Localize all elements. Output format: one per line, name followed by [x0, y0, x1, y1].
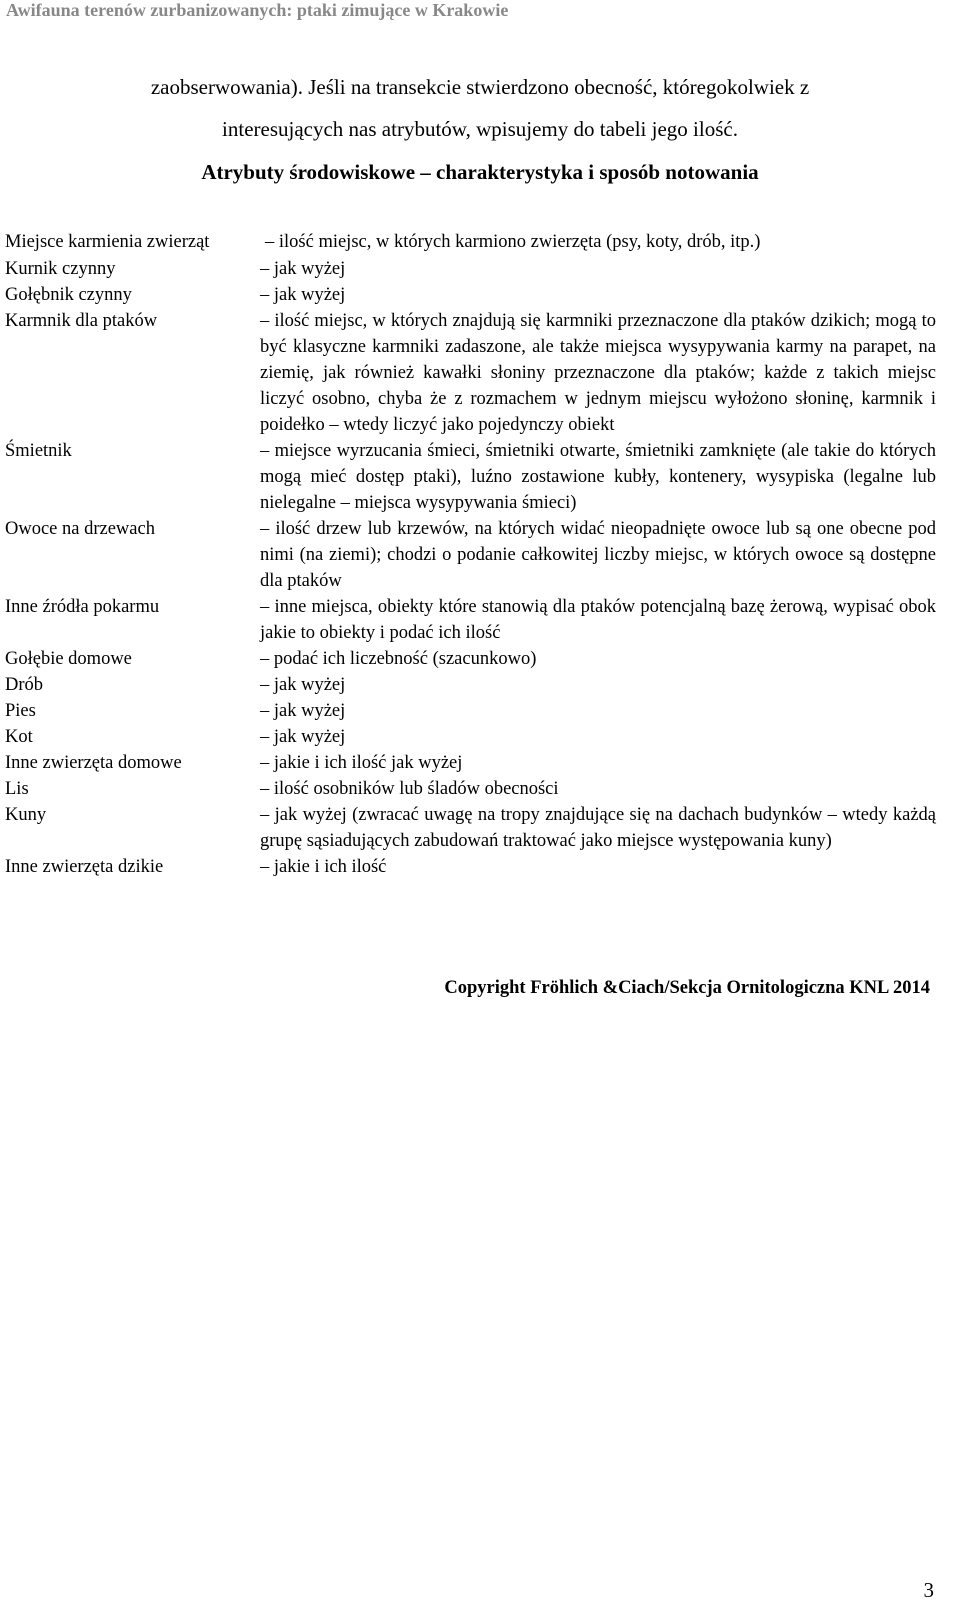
attribute-label: Inne źródła pokarmu	[5, 597, 160, 617]
attribute-label: Kot	[5, 727, 33, 747]
attribute-description: – ilość miejsc, w których karmiono zwierzęta (psy, koty, drób, itp.)	[265, 232, 761, 252]
attribute-description: – jak wyżej	[260, 727, 346, 747]
attribute-description: – jak wyżej	[260, 675, 346, 695]
attribute-label: Kuny	[5, 805, 47, 825]
attribute-description: – jakie i ich ilość	[260, 857, 387, 877]
attribute-description: – ilość miejsc, w których znajdują się karmniki przeznaczone dla ptaków dzikich; mogą to być klasyczne karmniki zadaszone, ale także miejsca wysypywania karmy na parapet, na ziemię, jak również kawałki słoniny przeznaczone dla ptaków; każde z takich miejsc liczyć osobno, chyba że z rozmachem w jednym miejscu wyłożono słoninę, karmnik i poidełko – wtedy liczyć jako pojedynczy obiekt	[260, 311, 936, 435]
attribute-row	[5, 698, 936, 724]
attribute-label: Inne zwierzęta dzikie	[5, 857, 164, 877]
attribute-description: – jak wyżej	[260, 701, 346, 721]
attribute-description: – jakie i ich ilość jak wyżej	[260, 753, 463, 773]
attribute-row	[5, 776, 936, 802]
attribute-row	[5, 256, 936, 282]
attribute-row	[5, 646, 936, 672]
attribute-label: Drób	[5, 675, 44, 695]
section-heading: Atrybuty środowiskowe – charakterystyka i sposób notowania	[201, 160, 759, 184]
attribute-label: Pies	[5, 701, 36, 721]
attribute-row	[5, 724, 936, 750]
copyright-notice: Copyright Fröhlich &Ciach/Sekcja Ornitologiczna KNL 2014	[444, 978, 930, 998]
attribute-row	[5, 516, 936, 594]
attribute-description: – jak wyżej	[260, 285, 346, 305]
intro-line-1: zaobserwowania). Jeśli na transekcie stwierdzono obecność, któregokolwiek z	[150, 75, 810, 99]
attribute-row	[5, 594, 936, 646]
attribute-label: Lis	[5, 779, 29, 799]
running-header: Awifauna terenów zurbanizowanych: ptaki zimujące w Krakowie	[6, 0, 509, 20]
attribute-description: – ilość osobników lub śladów obecności	[260, 779, 559, 799]
attribute-list	[5, 256, 936, 880]
attribute-row	[5, 438, 936, 516]
attribute-label: Karmnik dla ptaków	[5, 311, 158, 331]
attribute-description: – inne miejsca, obiekty które stanowią dla ptaków potencjalną bazę żerową, wypisać obok jakie to obiekty i podać ich ilość	[260, 597, 936, 643]
attribute-row	[5, 282, 936, 308]
attribute-description: – ilość drzew lub krzewów, na których widać nieopadnięte owoce lub są one obecne pod nimi (na ziemi); chodzi o podanie całkowitej liczby miejsc, w których owoce są dostępne dla ptaków	[260, 519, 936, 591]
attribute-row	[5, 232, 760, 253]
page-number: 3	[923, 1578, 934, 1602]
attribute-label: Gołębnik czynny	[5, 285, 132, 305]
attribute-description: – podać ich liczebność (szacunkowo)	[260, 649, 537, 669]
attribute-row	[5, 750, 936, 776]
attribute-label: Miejsce karmienia zwierząt	[5, 232, 210, 252]
attribute-row	[5, 308, 936, 438]
attribute-label: Owoce na drzewach	[5, 519, 155, 539]
attribute-description: – miejsce wyrzucania śmieci, śmietniki otwarte, śmietniki zamknięte (ale takie do których mogą mieć dostęp ptaki), luźno zostawione kubły, kontenery, wysypiska (legalne lub nielegalne – miejsca wysypywania śmieci)	[260, 441, 936, 513]
attribute-label: Gołębie domowe	[5, 649, 132, 669]
attribute-row	[5, 854, 936, 880]
attribute-label: Śmietnik	[5, 441, 72, 461]
intro-line-2: interesujących nas atrybutów, wpisujemy do tabeli jego ilość.	[222, 117, 738, 141]
attribute-row	[5, 802, 936, 854]
attribute-description: – jak wyżej	[260, 259, 346, 279]
attribute-label: Inne zwierzęta domowe	[5, 753, 182, 773]
attribute-row	[5, 672, 936, 698]
attribute-description: – jak wyżej (zwracać uwagę na tropy znajdujące się na dachach budynków – wtedy każdą grupę sąsiadujących zabudowań traktować jako miejsce występowania kuny)	[260, 805, 936, 851]
attribute-label: Kurnik czynny	[5, 259, 116, 279]
